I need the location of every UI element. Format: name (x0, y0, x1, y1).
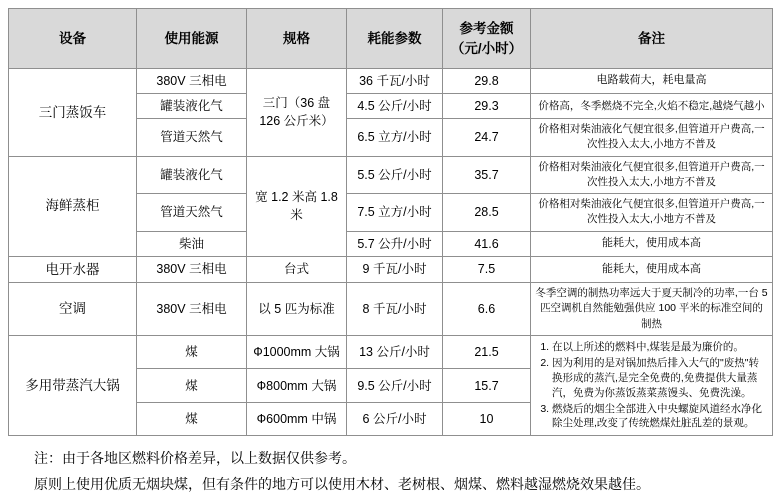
cell-spec: 以 5 匹为标准 (247, 283, 347, 336)
cell-amount: 29.3 (443, 94, 531, 119)
cell-energy: 380V 三相电 (137, 69, 247, 94)
cell-energy: 柴油 (137, 231, 247, 256)
table-header (9, 9, 773, 69)
table-row (9, 256, 773, 283)
cell-remark: 价格相对柴油液化气便宜很多,但管道开户费高,一次性投入太大,小地方不普及 (531, 156, 773, 193)
cell-device: 多用带蒸汽大锅 (9, 335, 137, 435)
cell-consumption: 5.5 公斤/小时 (347, 156, 443, 193)
cell-amount: 28.5 (443, 194, 531, 231)
cell-amount: 7.5 (443, 256, 531, 283)
cell-consumption: 6 公斤/小时 (347, 402, 443, 436)
cell-amount: 29.8 (443, 69, 531, 94)
cell-amount: 15.7 (443, 369, 531, 402)
cell-device: 空调 (9, 283, 137, 336)
cell-device: 海鲜蒸柜 (9, 156, 137, 256)
cell-energy: 煤 (137, 402, 247, 436)
cell-spec: 三门（36 盘 126 公斤米） (247, 69, 347, 157)
table-row (9, 69, 773, 94)
cell-consumption: 5.7 公升/小时 (347, 231, 443, 256)
cell-consumption: 9.5 公斤/小时 (347, 369, 443, 402)
cell-energy: 罐装液化气 (137, 156, 247, 193)
cell-remark (531, 335, 773, 435)
energy-consumption-table (8, 8, 773, 436)
cell-amount: 35.7 (443, 156, 531, 193)
remark-list-item: 2. 因为利用的是对锅加热后排入大气的"废热"转换形成的蒸汽,是完全免费的,免费提供大量蒸汽，免费为你蒸饭蒸菜蒸馒头、免费洗澡。 (552, 356, 768, 401)
column-header-spec: 规格 (247, 9, 347, 69)
cell-amount: 41.6 (443, 231, 531, 256)
cell-consumption: 4.5 公斤/小时 (347, 94, 443, 119)
cell-energy: 煤 (137, 335, 247, 368)
cell-spec: Ф600mm 中锅 (247, 402, 347, 436)
remark-list (535, 340, 768, 431)
cell-energy: 罐装液化气 (137, 94, 247, 119)
column-header-amount-line1: 参考金额 (459, 20, 514, 36)
cell-spec: Ф1000mm 大锅 (247, 335, 347, 368)
table-row (9, 283, 773, 336)
table-body (9, 69, 773, 436)
cell-energy: 管道天然气 (137, 194, 247, 231)
cell-consumption: 6.5 立方/小时 (347, 119, 443, 156)
cell-remark: 价格高，冬季燃烧不完全,火焰不稳定,越烧气越小 (531, 94, 773, 119)
cell-spec: 宽 1.2 米高 1.8 米 (247, 156, 347, 256)
column-header-consumption: 耗能参数 (347, 9, 443, 69)
cell-device: 三门蒸饭车 (9, 69, 137, 157)
cell-remark: 冬季空调的制热功率远大于夏天制冷的功率,一台 5 匹空调机自然能勉强供应 100 平米的标准空间的制热 (531, 283, 773, 336)
cell-energy: 管道天然气 (137, 119, 247, 156)
cell-consumption: 13 公斤/小时 (347, 335, 443, 368)
cell-amount: 24.7 (443, 119, 531, 156)
table-row (9, 156, 773, 193)
column-header-device: 设备 (9, 9, 137, 69)
notes-block (8, 446, 772, 498)
column-header-energy: 使用能源 (137, 9, 247, 69)
table-header-row (9, 9, 773, 69)
cell-spec: Ф800mm 大锅 (247, 369, 347, 402)
cell-amount: 21.5 (443, 335, 531, 368)
cell-consumption: 8 千瓦/小时 (347, 283, 443, 336)
cell-remark: 能耗大，使用成本高 (531, 256, 773, 283)
cell-remark: 电路载荷大，耗电量高 (531, 69, 773, 94)
cell-remark: 价格相对柴油液化气便宜很多,但管道开户费高,一次性投入太大,小地方不普及 (531, 194, 773, 231)
cell-amount: 10 (443, 402, 531, 436)
column-header-amount (443, 9, 531, 69)
cell-remark: 价格相对柴油液化气便宜很多,但管道开户费高,一次性投入太大,小地方不普及 (531, 119, 773, 156)
cell-energy: 煤 (137, 369, 247, 402)
note-line-1: 注：由于各地区燃料价格差异，以上数据仅供参考。 (34, 450, 356, 467)
cell-device: 电开水器 (9, 256, 137, 283)
cell-amount: 6.6 (443, 283, 531, 336)
column-header-amount-line2: （元/小时） (450, 40, 523, 56)
table-row (9, 335, 773, 368)
note-line-2: 原则上使用优质无烟块煤，但有条件的地方可以使用木材、老树根、烟煤、燃料越湿燃烧效果越佳。 (34, 476, 650, 493)
cell-consumption: 7.5 立方/小时 (347, 194, 443, 231)
cell-consumption: 9 千瓦/小时 (347, 256, 443, 283)
cell-energy: 380V 三相电 (137, 283, 247, 336)
remark-list-item: 3. 燃烧后的烟尘全部进入中央螺旋风道经水净化除尘处理,改变了传统燃煤灶脏乱差的景观。 (552, 402, 768, 432)
column-header-remark: 备注 (531, 9, 773, 69)
cell-energy: 380V 三相电 (137, 256, 247, 283)
remark-list-item: 1. 在以上所述的燃料中,煤装是最为廉价的。 (552, 340, 768, 355)
cell-consumption: 36 千瓦/小时 (347, 69, 443, 94)
cell-spec: 台式 (247, 256, 347, 283)
cell-remark: 能耗大，使用成本高 (531, 231, 773, 256)
